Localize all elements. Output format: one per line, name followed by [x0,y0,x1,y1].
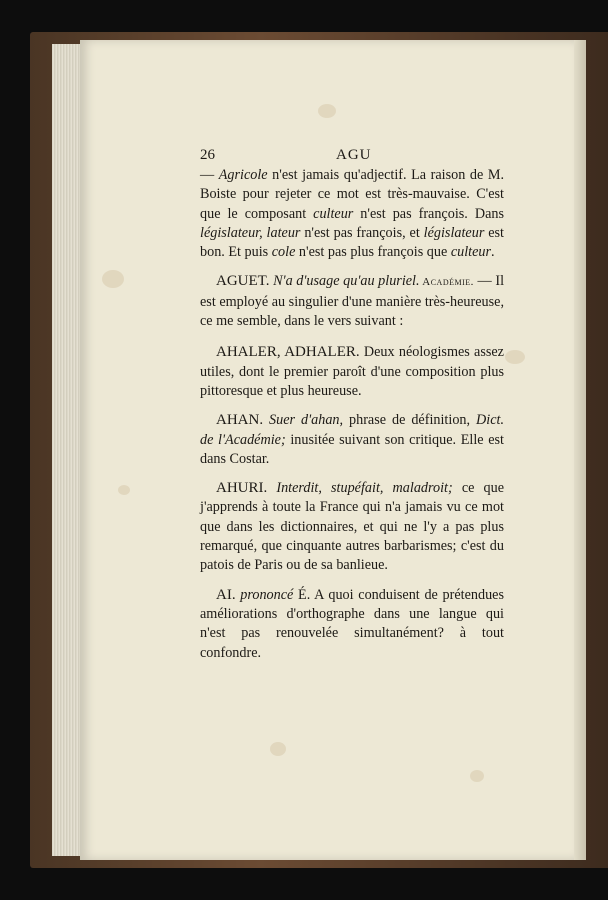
entry-headword: AHALER, ADHALER. [216,344,360,361]
italic-definition: Interdit, stupéfait, maladroit; [267,480,453,497]
foxing-spot [102,270,124,288]
source-label: Académie. [419,276,474,289]
entry-headword: AGUET. [216,273,270,290]
text-run: inusitée suivant son critique. Elle est dans Costar. [200,431,504,467]
italic-term: législateur, lateur [200,224,301,241]
text-run: . [491,244,495,261]
foxing-spot [505,350,525,364]
text-run: n'est pas françois, et [300,224,424,241]
italic-term: législateur [423,224,485,241]
italic-term: Agricole [218,167,268,183]
italic-term: culteur [450,244,491,261]
foxing-spot [118,485,130,495]
entry-headword: AHAN. [216,412,264,429]
page-right-edge [574,40,586,860]
text-run: n'est pas françois. Dans [353,205,504,222]
italic-term: culteur [313,205,354,222]
text-run: n'est jamais qu'adjectif. La raison de M. Boiste pour rejeter ce mot est très-mauvaise. C'est que le composant [200,167,504,222]
italic-term: Dict. de l'Académie; [200,412,504,448]
italic-term: prononcé [235,586,294,603]
entry-ai [200,586,504,663]
dash: — [200,167,219,183]
running-head: AGU [336,147,372,163]
foxing-spot [470,770,484,782]
entry-headword: AHURI. [216,480,268,497]
entry-headword: AI. [216,586,236,603]
entry-ahan [200,411,504,469]
text-run: — Il est employé au singulier d'une manière très-heureuse, ce me semble, dans le vers suivant : [200,273,505,330]
foxing-spot [270,742,286,756]
text-run: É. A quoi conduisent de prétendues améliorations d'orthographe dans une langue qui n'est pas renouvelée simultanément? à tout confondre. [200,586,504,661]
italic-term: cole [271,244,296,261]
page-text [200,146,504,663]
text-run: Deux néologismes assez utiles, dont le premier paroît d'une composition plus pittoresque et plus heureuse. [200,344,504,399]
italic-definition: N'a d'usage qu'au pluriel. [269,273,420,290]
foxing-spot [318,104,336,118]
italic-term: Suer d'ahan, [263,412,344,429]
page-number: 26 [200,147,215,163]
page-header [200,146,504,166]
entry-ahaler [200,343,504,401]
page-edges [52,44,82,856]
text-run: ce que j'apprends à toute la France qui n'a jamais vu ce mot que dans les dictionnaires, et qui ne l'y a pas plus remarqué, que cinquante autres barbarismes; c'est du patois de Paris ou de sa banlieue. [200,480,504,574]
entry-ahuri [200,479,504,575]
text-run: phrase de définition, [343,412,477,429]
text-run: est bon. Et puis [200,224,504,261]
text-run: n'est pas plus françois que [295,244,451,261]
paragraph-agricole [200,166,504,262]
entry-aguet [200,272,504,331]
